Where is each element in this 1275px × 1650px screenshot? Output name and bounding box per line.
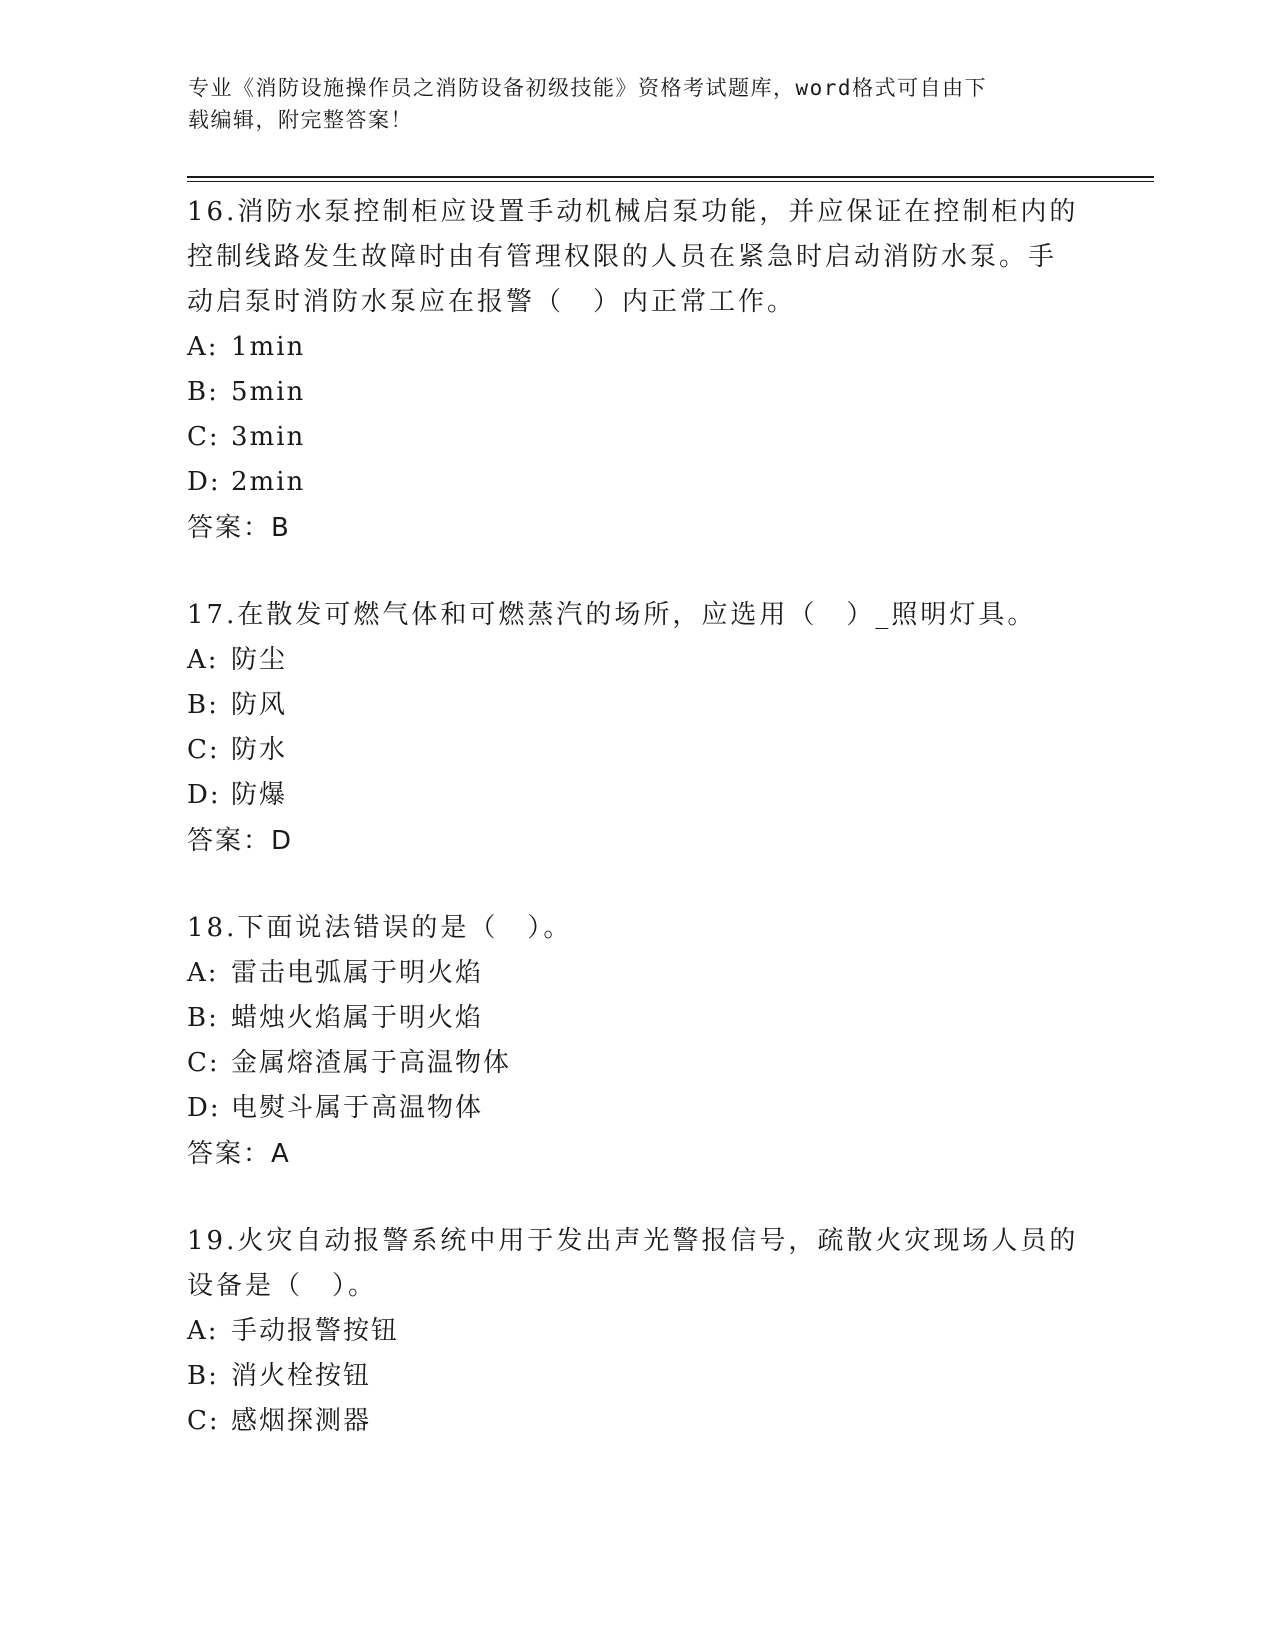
option-text: 防风 xyxy=(231,690,288,720)
question-stem-line: 16.消防水泵控制柜应设置手动机械启泵功能，并应保证在控制柜内的 xyxy=(187,197,1079,227)
option-a xyxy=(187,951,1087,996)
header-divider-thin xyxy=(187,181,1154,182)
option-letter: A: xyxy=(187,332,219,362)
option-letter: A: xyxy=(187,958,219,988)
option-text: 消火栓按钮 xyxy=(231,1361,372,1391)
option-letter: C: xyxy=(187,735,220,765)
option-letter: D: xyxy=(187,780,221,810)
option-c xyxy=(187,415,1087,460)
option-letter: D: xyxy=(187,467,221,497)
option-text: 防爆 xyxy=(231,780,288,810)
option-text: 防水 xyxy=(231,735,288,765)
question-list xyxy=(187,190,1087,1486)
answer-line: 答案：B xyxy=(187,513,291,543)
option-c xyxy=(187,1399,1087,1444)
question-stem-line: 动启泵时消防水泵应在报警（ ）内正常工作。 xyxy=(187,287,797,317)
option-a xyxy=(187,1309,1087,1354)
question-16 xyxy=(187,190,1087,551)
option-text: 雷击电弧属于明火焰 xyxy=(231,958,484,988)
option-text: 金属熔渣属于高温物体 xyxy=(231,1048,512,1078)
question-stem-line: 18.下面说法错误的是（ ）。 xyxy=(187,913,573,943)
option-letter: C: xyxy=(187,1048,220,1078)
option-letter: A: xyxy=(187,1316,219,1346)
header-divider-thick xyxy=(187,176,1154,178)
question-18 xyxy=(187,906,1087,1177)
option-text: 5min xyxy=(231,377,306,407)
option-letter: B: xyxy=(187,1003,219,1033)
option-letter: B: xyxy=(187,1361,219,1391)
question-stem-line: 17.在散发可燃气体和可燃蒸汽的场所，应选用（ ）_照明灯具。 xyxy=(187,600,1037,630)
option-b xyxy=(187,996,1087,1041)
option-text: 手动报警按钮 xyxy=(231,1316,400,1346)
option-a xyxy=(187,325,1087,370)
option-c xyxy=(187,1041,1087,1086)
option-text: 2min xyxy=(231,467,306,497)
option-a xyxy=(187,638,1087,683)
answer-line: 答案：D xyxy=(187,826,294,856)
question-stem-line: 19.火灾自动报警系统中用于发出声光警报信号，疏散火灾现场人员的 xyxy=(187,1226,1079,1256)
option-d xyxy=(187,460,1087,505)
option-d xyxy=(187,773,1087,818)
question-stem-line: 控制线路发生故障时由有管理权限的人员在紧急时启动消防水泵。手 xyxy=(187,242,1058,272)
option-c xyxy=(187,728,1087,773)
option-text: 电熨斗属于高温物体 xyxy=(231,1093,484,1123)
option-letter: C: xyxy=(187,422,220,452)
option-text: 3min xyxy=(231,422,306,452)
option-letter: C: xyxy=(187,1406,220,1436)
option-b xyxy=(187,683,1087,728)
option-text: 1min xyxy=(231,332,306,362)
option-b xyxy=(187,1354,1087,1399)
option-text: 感烟探测器 xyxy=(231,1406,372,1436)
header-line-2: 载编辑，附完整答案！ xyxy=(188,108,413,132)
option-letter: B: xyxy=(187,377,219,407)
option-b xyxy=(187,370,1087,415)
option-text: 蜡烛火焰属于明火焰 xyxy=(231,1003,484,1033)
question-17 xyxy=(187,593,1087,864)
answer-line: 答案：A xyxy=(187,1139,291,1169)
option-text: 防尘 xyxy=(231,645,288,675)
document-header xyxy=(188,72,1068,136)
option-letter: A: xyxy=(187,645,219,675)
question-stem-line: 设备是（ ）。 xyxy=(187,1271,378,1301)
option-letter: B: xyxy=(187,690,219,720)
question-19 xyxy=(187,1219,1087,1444)
option-letter: D: xyxy=(187,1093,221,1123)
header-line-1: 专业《消防设施操作员之消防设备初级技能》资格考试题库，word格式可自由下 xyxy=(188,76,988,100)
option-d xyxy=(187,1086,1087,1131)
